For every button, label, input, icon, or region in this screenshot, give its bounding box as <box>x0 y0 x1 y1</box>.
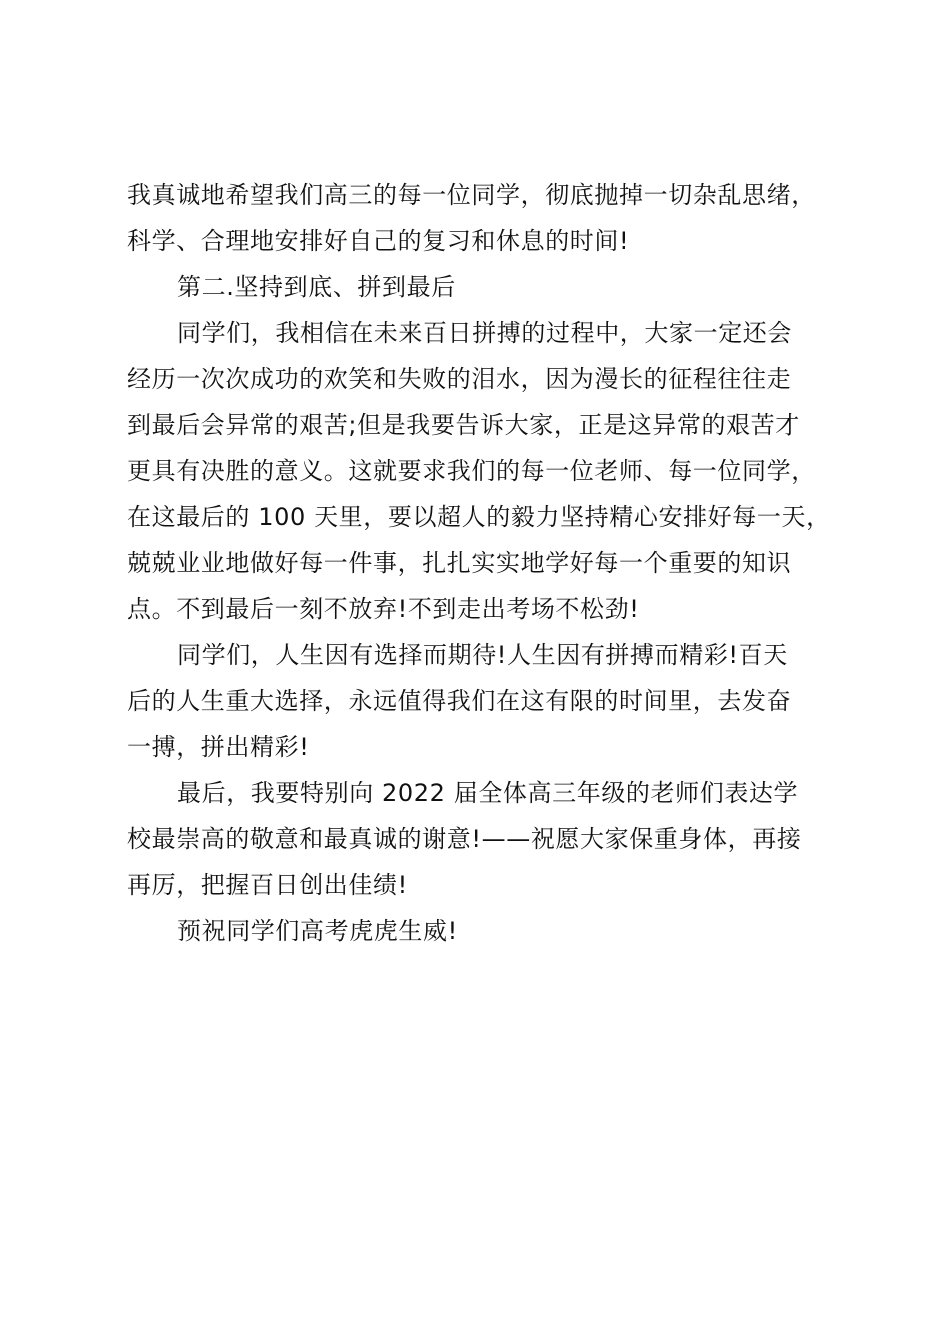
paragraph-line: 后的人生重大选择，永远值得我们在这有限的时间里，去发奋 <box>127 687 792 715</box>
paragraph-line: 最后，我要特别向 2022 届全体高三年级的老师们表达学 <box>177 779 799 807</box>
document-body <box>127 172 864 954</box>
paragraph-line: 更具有决胜的意义。这就要求我们的每一位老师、每一位同学， <box>127 457 816 485</box>
paragraph-line: 同学们，人生因有选择而期待!人生因有拼搏而精彩!百天 <box>177 641 788 669</box>
paragraph-line: 我真诚地希望我们高三的每一位同学，彻底抛掉一切杂乱思绪， <box>127 181 816 209</box>
paragraph-line: 再厉，把握百日创出佳绩! <box>127 871 408 899</box>
paragraph-line: 到最后会异常的艰苦;但是我要告诉大家，正是这异常的艰苦才 <box>127 411 800 439</box>
paragraph-line: 同学们，我相信在未来百日拼搏的过程中，大家一定还会 <box>177 319 792 347</box>
paragraph-line: 点。不到最后一刻不放弃!不到走出考场不松劲! <box>127 595 640 623</box>
closing-line: 预祝同学们高考虎虎生威! <box>177 917 458 945</box>
paragraph-line: 一搏，拼出精彩! <box>127 733 310 761</box>
paragraph-line: 兢兢业业地做好每一件事，扎扎实实地学好每一个重要的知识 <box>127 549 792 577</box>
paragraph-line: 校最崇高的敬意和最真诚的谢意!——祝愿大家保重身体，再接 <box>127 825 802 853</box>
paragraph-line: 在这最后的 100 天里，要以超人的毅力坚持精心安排好每一天， <box>127 503 831 531</box>
paragraph-line: 经历一次次成功的欢笑和失败的泪水，因为漫长的征程往往走 <box>127 365 792 393</box>
section-heading: 第二.坚持到底、拼到最后 <box>177 273 456 301</box>
paragraph-line: 科学、合理地安排好自己的复习和休息的时间! <box>127 227 630 255</box>
